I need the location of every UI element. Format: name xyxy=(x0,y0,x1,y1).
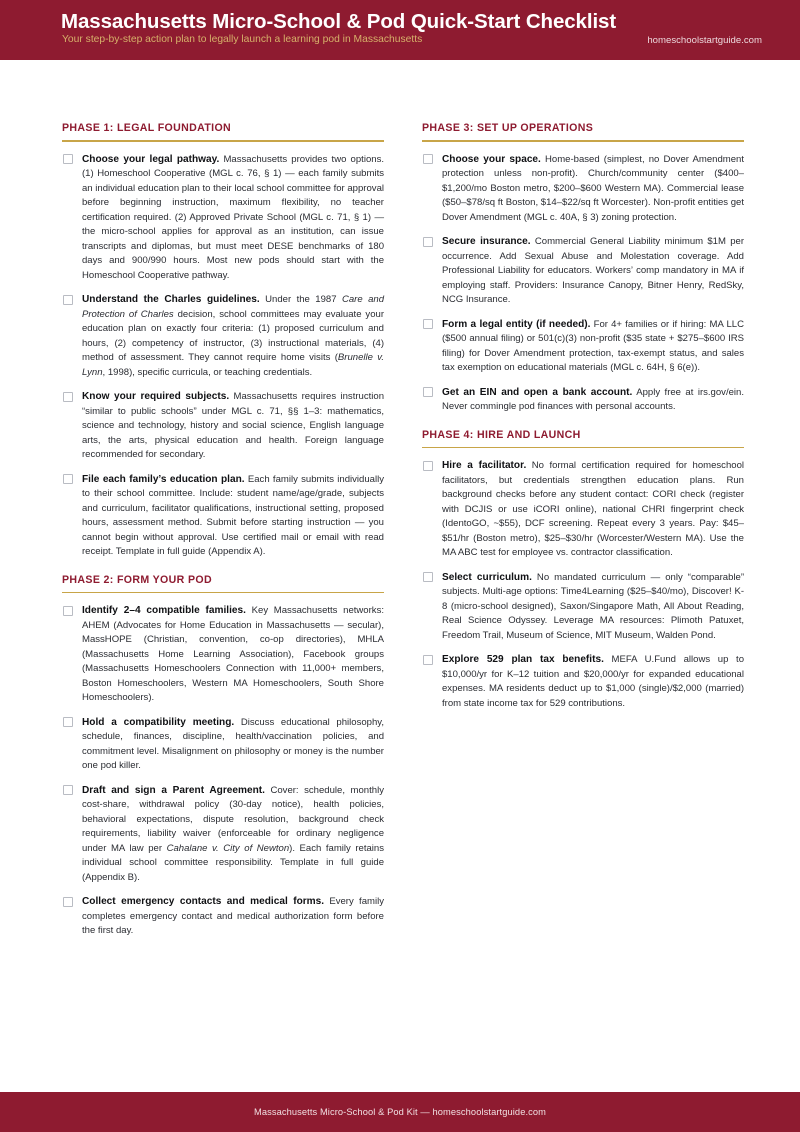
checkbox-icon[interactable] xyxy=(63,606,73,616)
checklist-item[interactable] xyxy=(62,152,384,284)
checklist-item-title: Collect emergency contacts and medical forms. xyxy=(82,896,325,907)
checklist-item-body: Massachusetts provides two options. (1) Homeschool Cooperative (MGL c. 76, § 1) — each family submits an individual education plan to their local school committee for approval before beginning instruction, maximum flexibility, no teacher certification required. (2) Approved Private School (MGL c. 71, § 1) — the micro-school applies for approval as an institution, can issue transcripts and diplomas, but must meet DESE benchmarks of 180 days and 900/990 hours. Most new pods should start with the Homeschool Cooperative pathway. xyxy=(82,153,384,281)
checklist-item-title: Understand the Charles guidelines. xyxy=(82,294,260,305)
phase-heading-form-your-pod xyxy=(62,574,384,594)
checklist-item-title: Select curriculum. xyxy=(442,571,532,583)
checkbox-icon[interactable] xyxy=(423,237,433,247)
right-column xyxy=(422,122,744,939)
phase-heading-hire-and-launch xyxy=(422,429,744,449)
checklist-item-title: Explore 529 plan tax benefits. xyxy=(442,654,604,665)
checklist-phase-4 xyxy=(422,458,744,711)
checklist-item-body: For 4+ families or if hiring: MA LLC ($500 annual filing) or 501(c)(3) non-profit ($35 state + $275–$600 IRS filing) for Dover Amendment protection, tax-exempt status, and sales tax exemption on educational materials (MGL c. 64H, § 6(e)). xyxy=(442,318,744,373)
checklist-item[interactable] xyxy=(422,152,744,226)
checklist-item[interactable] xyxy=(62,603,384,706)
checklist-item[interactable] xyxy=(62,389,384,463)
phase-title: PHASE 3: SET UP OPERATIONS xyxy=(422,122,594,134)
phase-title: PHASE 4: HIRE AND LAUNCH xyxy=(422,428,581,441)
phase-heading-legal-foundation xyxy=(62,122,384,142)
phase-title: PHASE 1: LEGAL FOUNDATION xyxy=(62,122,232,134)
checkbox-icon[interactable] xyxy=(423,572,433,582)
checklist-item[interactable] xyxy=(422,458,744,561)
checklist-item-body: Under the 1987 Care and Protection of Charles decision, school committees may evaluate your education plan on exactly four criteria: (1) proposed curriculum and hours, (2) competency of instructor, (3) instructional materials, (4) method of assessment. They cannot require home visits (Brunelle v. Lynn, 1998), specific curricula, or teaching credentials. xyxy=(82,294,385,378)
header-website-url: homeschoolstartguide.com xyxy=(647,35,762,46)
checkbox-icon[interactable] xyxy=(63,785,73,795)
checkbox-icon[interactable] xyxy=(63,154,73,164)
checklist-item[interactable] xyxy=(422,570,744,644)
checklist-item-title: Choose your space. xyxy=(442,153,541,165)
checklist-item-body: No formal certification required for homeschool facilitators, but credentials strengthen education plans. Run background checks before any student contact: CORI check (register with DCJIS or use iCORI online), national CHRI fingerprint check (IdentoGO, ~$55), DCF screening. Repeat every 3 years. Pay: $45–$51/hr (Boston metro), $25–$30/hr (Worcester/Western MA). Use the MA ABC test for employee vs. contractor classification. xyxy=(442,460,744,558)
checklist-item-body: Key Massachusetts networks: AHEM (Advocates for Home Education in Massachusetts — secular), MassHOPE (Christian, convention, co-op directories), MHLA (Massachusetts Home Learning Association), Facebook groups (Massachusetts Homeschoolers Connection with 11,000+ members, Boston Homeschoolers, Western MA Homeschoolers, South Shore Homeschoolers). xyxy=(82,605,384,703)
checklist-item-body: Apply free at irs.gov/ein. Never commingle pod finances with personal accounts. xyxy=(442,386,744,412)
checklist-item-title: Secure insurance. xyxy=(442,236,531,247)
checklist-item[interactable] xyxy=(62,783,384,886)
content-columns xyxy=(0,122,800,939)
checklist-item-body: Every family completes emergency contact and medical authorization form before the first day. xyxy=(82,896,384,936)
checklist-item-body: No mandated curriculum — only “comparable” subjects. Multi-age options: Time4Learning ($25–$40/mo), Discover! K-8 (micro-school designed), Saxon/Singapore Math, All About Reading, Real Science Odyssey. Leverage MA resources: Plimoth Patuxet, Freedom Trail, Museum of Science, MIT Museum, Walden Pond. xyxy=(442,571,745,641)
checklist-item-title: Get an EIN and open a bank account. xyxy=(442,386,633,398)
checkbox-icon[interactable] xyxy=(63,717,73,727)
checklist-item-body: Massachusetts requires instruction “similar to public schools” under MGL c. 71, §§ 1–3: mathematics, science and technology, history and social science, English language arts, the arts, physical education and health. Foreign language recommended for secondary. xyxy=(82,391,385,460)
checkbox-icon[interactable] xyxy=(423,154,433,164)
case-citation: Brunelle v. Lynn xyxy=(82,352,384,378)
phase-divider xyxy=(422,140,744,142)
phase-divider xyxy=(422,447,744,449)
case-citation: Cahalane v. City of Newton xyxy=(166,842,290,854)
checklist-item-body: Commercial General Liability minimum $1M per occurrence. Add Sexual Abuse and Molestation coverage. Add Professional Liability for educators. Workers’ comp mandatory in MA if employing staff. Providers: Insurance Canopy, Bitner Henry, RedSky, NCG Insurance. xyxy=(442,236,745,305)
checklist-phase-3 xyxy=(422,152,744,415)
checklist-item-title: Hire a facilitator. xyxy=(442,460,527,471)
checklist-item-title: Draft and sign a Parent Agreement. xyxy=(82,784,265,796)
spacer xyxy=(422,415,744,429)
checklist-item[interactable] xyxy=(422,317,744,376)
page-header xyxy=(0,0,800,60)
case-citation: Care and Protection of Charles xyxy=(82,294,385,320)
spacer xyxy=(62,560,384,574)
checklist-item[interactable] xyxy=(422,652,744,711)
checkbox-icon[interactable] xyxy=(423,387,433,397)
checklist-item[interactable] xyxy=(62,894,384,939)
checkbox-icon[interactable] xyxy=(423,461,433,471)
checklist-item-title: File each family’s education plan. xyxy=(82,473,245,485)
checklist-phase-1 xyxy=(62,152,384,560)
phase-title: PHASE 2: FORM YOUR POD xyxy=(62,573,212,586)
checklist-item-title: Know your required subjects. xyxy=(82,391,230,402)
checkbox-icon[interactable] xyxy=(423,655,433,665)
checkbox-icon[interactable] xyxy=(63,392,73,402)
checklist-item-body: Each family submits individually to their school committee. Include: student name/age/grade, subjects and curriculum, facilitator qualifications, instructional setting, proposed hours, assessment method. Submit before starting instruction — you cannot begin without approval. Use certified mail or email with read receipt. Template in full guide (Appendix A). xyxy=(82,473,385,557)
page-title: Massachusetts Micro-School & Pod Quick-Start Checklist xyxy=(61,10,617,33)
checkbox-icon[interactable] xyxy=(63,474,73,484)
checklist-item-body: Discuss educational philosophy, schedule, finances, discipline, health/vaccination policies, and commitment level. Misalignment on philosophy or money is the number one pod killer. xyxy=(82,716,384,771)
checkbox-icon[interactable] xyxy=(423,319,433,329)
checklist-item[interactable] xyxy=(62,715,384,774)
checklist-item[interactable] xyxy=(422,385,744,415)
checklist-item-title: Identify 2–4 compatible families. xyxy=(82,605,246,616)
checklist-item-title: Choose your legal pathway. xyxy=(82,153,220,165)
phase-heading-set-up-operations xyxy=(422,122,744,142)
phase-divider xyxy=(62,140,384,142)
checklist-item-body: Home-based (simplest, no Dover Amendment protection unless non-profit). Church/community center ($400–$1,200/mo Boston metro, $200–$600 Western MA). Commercial lease ($50–$78/sq ft Boston, $14–$22/sq ft Worcester). Non-profit entities get Dover Amendment (MGL c. 40A, § 3) zoning protection. xyxy=(442,153,744,223)
page-subtitle: Your step-by-step action plan to legally launch a learning pod in Massachusetts xyxy=(62,34,423,45)
page-footer xyxy=(0,1092,800,1132)
checklist-item-body: MEFA U.Fund allows up to $10,000/yr for K–12 tuition and $20,000/yr for expanded educational expenses. MA residents deduct up to $1,000 (single)/$2,000 (married) from state income tax for 529 contributions. xyxy=(442,654,744,709)
checklist-item[interactable] xyxy=(422,234,744,308)
left-column xyxy=(62,122,384,939)
phase-divider xyxy=(62,592,384,594)
checklist-item[interactable] xyxy=(62,472,384,560)
checklist-item-title: Hold a compatibility meeting. xyxy=(82,716,235,728)
checklist-item-body: Cover: schedule, monthly cost-share, withdrawal policy (30-day notice), health policies, behavioral expectations, dispute resolution, background check requirements, liability waiver (enforceable for ordinary negligence under MA law per Cahalane v. City of Newton). Each family retains individual school committee responsibility. Template in full guide (Appendix B). xyxy=(82,784,384,883)
footer-text: Massachusetts Micro-School & Pod Kit — homeschoolstartguide.com xyxy=(253,1107,547,1117)
checkbox-icon[interactable] xyxy=(63,897,73,907)
checklist-phase-2 xyxy=(62,603,384,939)
checklist-item[interactable] xyxy=(62,292,384,380)
checkbox-icon[interactable] xyxy=(63,295,73,305)
checklist-item-title: Form a legal entity (if needed). xyxy=(442,318,591,330)
